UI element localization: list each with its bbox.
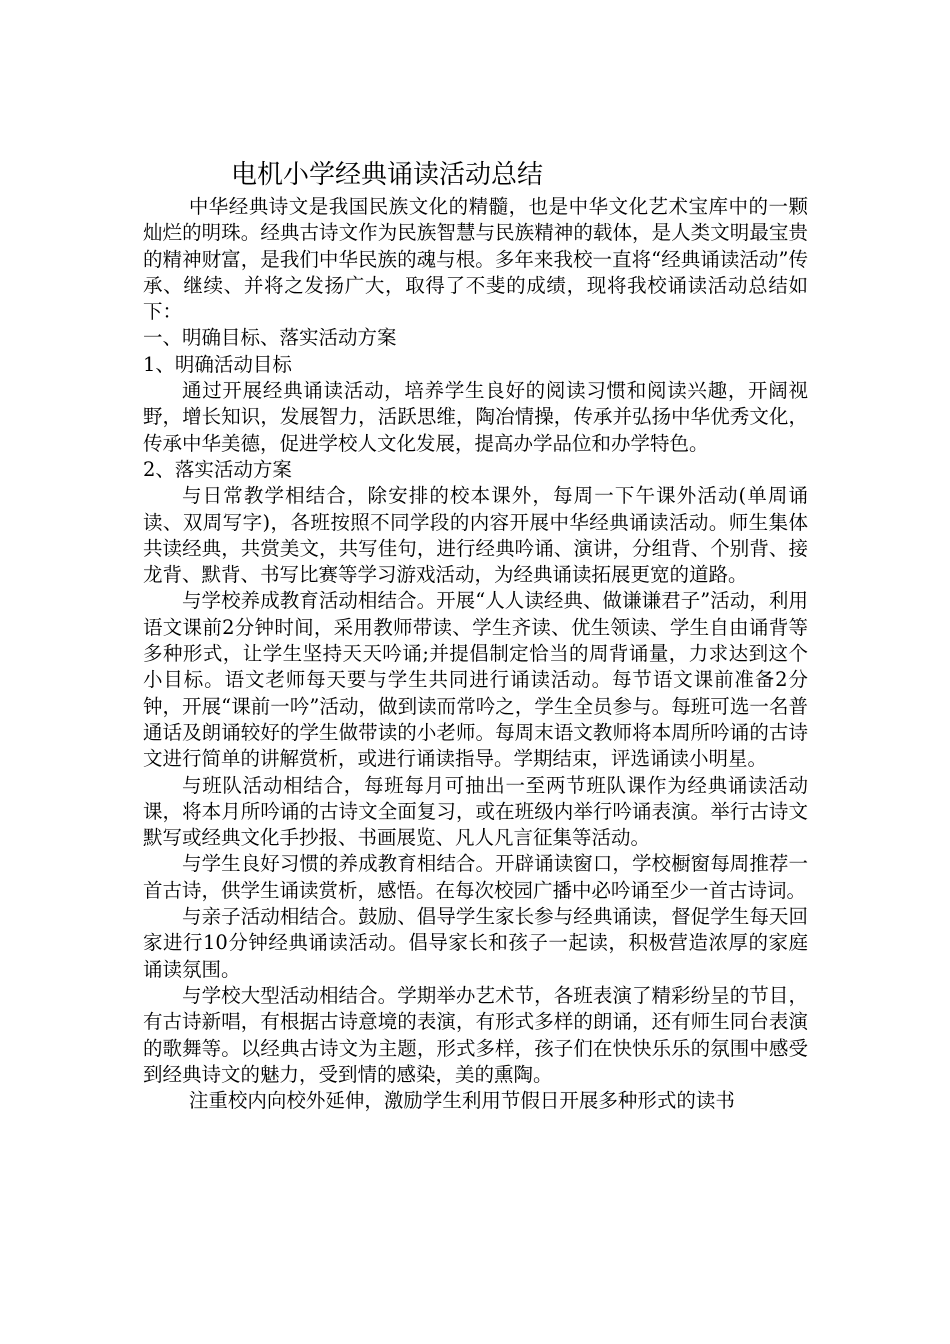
intro-paragraph: 中华经典诗文是我国民族文化的精髓，也是中华文化艺术宝库中的一颗灿烂的明珠。经典古诗文作为民族智慧与民族精神的载体，是人类文明最宝贵的精神财富，是我们中华民族的魂与根。多年来我校一直将“经典诵读活动”传承、继续、并将之发扬广大，取得了不斐的成绩，现将我校诵读活动总结如下：	[143, 195, 808, 324]
subsection-1-heading: 1、明确活动目标	[143, 352, 292, 376]
document-title: 电机小学经典诵读活动总结	[231, 160, 544, 190]
parent-child-paragraph: 与亲子活动相结合。鼓励、倡导学生家长参与经典诵读，督促学生每天回家进行10分钟经典诵读活动。倡导家长和孩子一起读，积极营造浓厚的家庭诵读氛围。	[143, 905, 808, 981]
school-events-paragraph: 与学校大型活动相结合。学期举办艺术节，各班表演了精彩纷呈的节目，有古诗新唱，有根据古诗意境的表演，有形式多样的朗诵，还有师生同台表演的歌舞等。以经典古诗文为主题，形式多样，孩子们在快快乐乐的氛围中感受到经典诗文的魅力，受到情的感染，美的熏陶。	[143, 983, 808, 1086]
subsection-2-heading: 2、落实活动方案	[143, 457, 292, 481]
subsection-1-paragraph: 通过开展经典诵读活动，培养学生良好的阅读习惯和阅读兴趣，开阔视野，增长知识，发展智力，活跃思维，陶冶情操，传承并弘扬中华优秀文化，传承中华美德，促进学校人文化发展，提高办学品位和办学特色。	[143, 379, 808, 455]
habit-education-paragraph: 与学校养成教育活动相结合。开展“人人读经典、做谦谦君子”活动，利用语文课前2分钟时间，采用教师带读、学生齐读、优生领读、学生自由诵背等多种形式，让学生坚持天天吟诵;并提倡制定恰当的周背诵量，力求达到这个小目标。语文老师每天要与学生共同进行诵读活动。每节语文课前准备2分钟，开展“课前一吟”活动，做到读而常吟之，学生全员参与。每班可选一名普通话及朗诵较好的学生做带读的小老师。每周末语文教师将本周所吟诵的古诗文进行简单的讲解赏析，或进行诵读指导。学期结束，评选诵读小明星。	[143, 589, 808, 771]
outside-school-paragraph: 注重校内向校外延伸，激励学生利用节假日开展多种形式的读书	[188, 1089, 735, 1113]
daily-teaching-paragraph: 与日常教学相结合，除安排的校本课外，每周一下午课外活动(单周诵读、双周写字)，各班按照不同学段的内容开展中华经典诵读活动。师生集体共读经典，共赏美文，共写佳句，进行经典吟诵、演讲，分组背、个别背、接龙背、默背、书写比赛等学习游戏活动，为经典诵读拓展更宽的道路。	[143, 484, 808, 587]
document-page	[143, 158, 808, 1114]
class-activity-paragraph: 与班队活动相结合，每班每月可抽出一至两节班队课作为经典诵读活动课，将本月所吟诵的古诗文全面复习，或在班级内举行吟诵表演。举行古诗文默写或经典文化手抄报、书画展览、凡人凡言征集等活动。	[143, 773, 808, 850]
good-habits-paragraph: 与学生良好习惯的养成教育相结合。开辟诵读窗口，学校橱窗每周推荐一首古诗，供学生诵读赏析，感悟。在每次校园广播中必吟诵至少一首古诗词。	[143, 852, 808, 902]
section-1-heading: 一、明确目标、落实活动方案	[143, 326, 397, 350]
